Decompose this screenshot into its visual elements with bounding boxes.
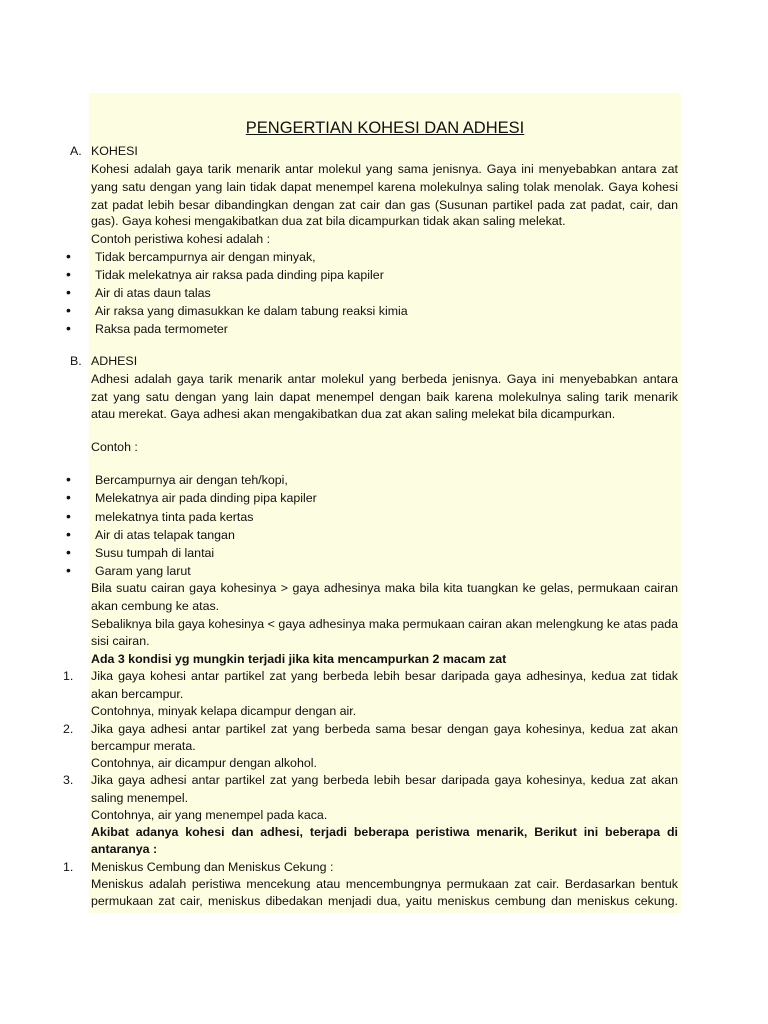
list-item: Melekatnya air pada dinding pipa kapiler — [95, 491, 317, 505]
page-title: PENGERTIAN KOHESI DAN ADHESI — [245, 119, 525, 137]
condition-example: Contohnya, minyak kelapa dicampur dengan air. — [91, 704, 357, 718]
bullet-icon: • — [66, 562, 71, 578]
consequence-heading-line: Akibat adanya kohesi dan adhesi, terjadi beberapa peristiwa menarik, Berikut ini beberapa di — [91, 825, 678, 839]
condition-line: Jika gaya adhesi antar partikel zat yang berbeda lebih besar daripada gaya kohesinya, kedua zat akan — [91, 773, 678, 787]
bullet-icon: • — [66, 248, 71, 264]
section-a-para-line: yang satu dengan yang lain tidak dapat menempel karena molekulnya saling tolak menolak. Gaya kohesi — [91, 180, 678, 194]
condition-example: Contohnya, air dicampur dengan alkohol. — [91, 756, 317, 770]
section-b-marker: B. — [70, 354, 82, 368]
list-item: Garam yang larut — [95, 564, 191, 578]
list-item: Air di atas daun talas — [95, 286, 211, 300]
list-item: Tidak bercampurnya air dengan minyak, — [95, 250, 316, 264]
section-b-examples-intro: Contoh : — [91, 440, 138, 454]
list-item: Raksa pada termometer — [95, 322, 228, 336]
condition-number: 1. — [63, 669, 74, 683]
section-b-para-line: zat yang satu dengan yang lain dapat menempel dengan baik karena molekulnya saling tarik menarik — [91, 390, 678, 404]
cohesion-less-line: Sebaliknya bila gaya kohesinya < gaya adhesinya maka permukaan cairan akan melengkung ke atas pada — [91, 617, 678, 631]
section-a-heading: KOHESI — [91, 144, 138, 158]
section-a-examples-intro: Contoh peristiwa kohesi adalah : — [91, 232, 271, 246]
section-b-para-line: Adhesi adalah gaya tarik menarik antar molekul yang berbeda jenisnya. Gaya ini menyebabkan antara — [91, 372, 678, 386]
condition-line: akan bercampur. — [91, 687, 184, 701]
bullet-icon: • — [66, 284, 71, 300]
condition-example: Contohnya, air yang menempel pada kaca. — [91, 808, 328, 822]
section-a-para-line: zat padat lebih besar dibandingkan dengan zat cair dan gas (Susunan partikel pada zat padat, cair, dan — [91, 198, 678, 212]
bullet-icon: • — [66, 302, 71, 318]
list-item: Air di atas telapak tangan — [95, 528, 235, 542]
cohesion-less-line: sisi cairan. — [91, 634, 150, 648]
phenomenon-number: 1. — [63, 860, 74, 874]
condition-number: 2. — [63, 722, 74, 736]
section-b-heading: ADHESI — [91, 354, 138, 368]
bullet-icon: • — [66, 526, 71, 542]
bullet-icon: • — [66, 320, 71, 336]
cohesion-greater-line: Bila suatu cairan gaya kohesinya > gaya adhesinya maka bila kita tuangkan ke gelas, permukaan cairan — [91, 581, 678, 595]
list-item: melekatnya tinta pada kertas — [95, 510, 254, 524]
section-a-marker: A. — [70, 144, 82, 158]
section-a-para-line: gas). Gaya kohesi mengakibatkan dua zat bila dicampurkan tidak akan saling melekat. — [91, 214, 566, 228]
bullet-icon: • — [66, 489, 71, 505]
bullet-icon: • — [66, 266, 71, 282]
phenomenon-heading: Meniskus Cembung dan Meniskus Cekung : — [91, 860, 334, 874]
condition-line: bercampur merata. — [91, 739, 196, 753]
list-item: Bercampurnya air dengan teh/kopi, — [95, 473, 288, 487]
condition-line: Jika gaya kohesi antar partikel zat yang berbeda lebih besar daripada gaya adhesinya, kedua zat tidak — [91, 669, 678, 683]
section-a-para-line: Kohesi adalah gaya tarik menarik antar molekul yang sama jenisnya. Gaya ini menyebabkan antara zat — [91, 162, 678, 176]
phenomenon-line: Meniskus adalah peristiwa mencekung atau mencembungnya permukaan zat cair. Berdasarkan bentuk — [91, 877, 678, 891]
bullet-icon: • — [66, 508, 71, 524]
list-item: Air raksa yang dimasukkan ke dalam tabung reaksi kimia — [95, 304, 408, 318]
bullet-icon: • — [66, 544, 71, 560]
list-item: Susu tumpah di lantai — [95, 546, 215, 560]
bullet-icon: • — [66, 471, 71, 487]
section-b-para-line: atau merekat. Gaya adhesi akan mengakibatkan dua zat akan saling melekat bila dicampurkan. — [91, 407, 616, 421]
conditions-heading: Ada 3 kondisi yg mungkin terjadi jika kita mencampurkan 2 macam zat — [91, 652, 507, 666]
condition-line: saling menempel. — [91, 791, 189, 805]
cohesion-greater-line: akan cembung ke atas. — [91, 599, 220, 613]
condition-line: Jika gaya adhesi antar partikel zat yang berbeda sama besar dengan gaya kohesinya, kedua zat akan — [91, 722, 678, 736]
phenomenon-line: permukaan zat cair, meniskus dibedakan menjadi dua, yaitu meniskus cembung dan meniskus cekung. — [91, 894, 678, 908]
list-item: Tidak melekatnya air raksa pada dinding pipa kapiler — [95, 268, 384, 282]
consequence-heading-line: antaranya : — [91, 842, 158, 856]
condition-number: 3. — [63, 773, 74, 787]
